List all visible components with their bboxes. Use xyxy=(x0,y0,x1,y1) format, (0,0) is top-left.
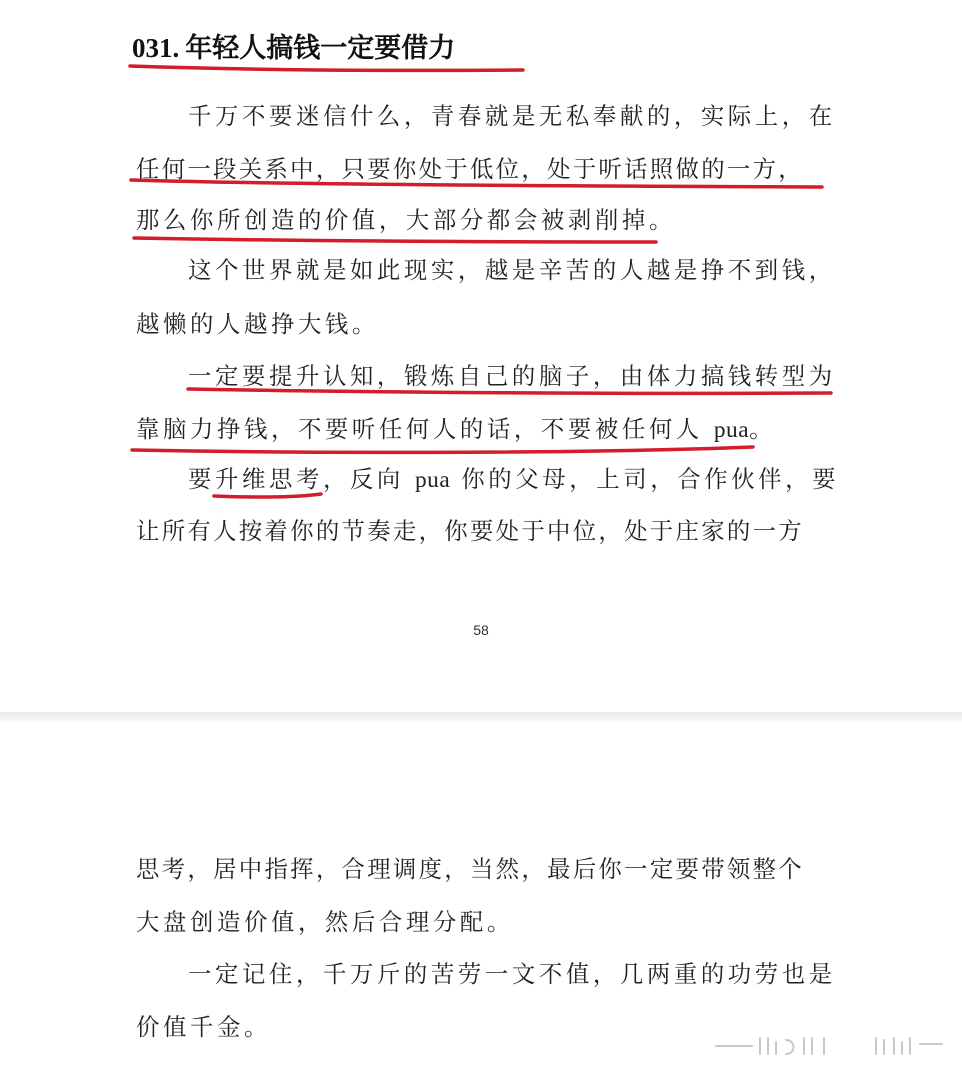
paragraph-line: 让所有人按着你的节奏走，你要处于中位，处于庄家的一方 xyxy=(136,517,804,545)
page-number: 58 xyxy=(473,622,489,638)
paragraph-text: 你的父母，上司，合作伙伴，要 xyxy=(450,465,840,493)
latin-term: pua xyxy=(414,467,451,493)
latin-term: pua xyxy=(713,417,750,443)
paragraph-line: 千万不要迷信什么，青春就是无私奉献的，实际上，在 xyxy=(188,102,836,130)
paragraph-line: 这个世界就是如此现实，越是辛苦的人越是挣不到钱， xyxy=(188,256,836,284)
watermark-barcode-icon xyxy=(712,1034,948,1058)
paragraph-line: 价值千金。 xyxy=(136,1013,271,1041)
paragraph-line: 大盘创造价值，然后合理分配。 xyxy=(136,908,514,936)
chapter-number: 031. xyxy=(132,33,180,63)
paragraph-line: 任何一段关系中，只要你处于低位，处于听话照做的一方， xyxy=(136,155,804,183)
paragraph-line: 一定要提升认知，锻炼自己的脑子，由体力搞钱转型为 xyxy=(188,362,836,390)
paragraph-text: 靠脑力挣钱，不要听任何人的话，不要被任何人 xyxy=(136,415,714,443)
document-page-bottom xyxy=(0,722,962,1078)
paragraph-line xyxy=(188,459,839,499)
chapter-title-text: 年轻人搞钱一定要借力 xyxy=(185,33,456,64)
chapter-title xyxy=(132,28,455,68)
paragraph-line: 那么你所创造的价值，大部分都会被剥削掉。 xyxy=(136,206,676,234)
paragraph-text: 。 xyxy=(749,415,777,443)
paragraph-line: 一定记住，千万斤的苦劳一文不值，几两重的功劳也是 xyxy=(188,960,836,988)
page-separator xyxy=(0,712,962,722)
paragraph-text: 要升维思考，反向 xyxy=(188,465,415,493)
paragraph-line: 越懒的人越挣大钱。 xyxy=(136,310,379,338)
paragraph-line xyxy=(136,409,776,449)
paragraph-line: 思考，居中指挥，合理调度，当然，最后你一定要带领整个 xyxy=(136,855,804,883)
